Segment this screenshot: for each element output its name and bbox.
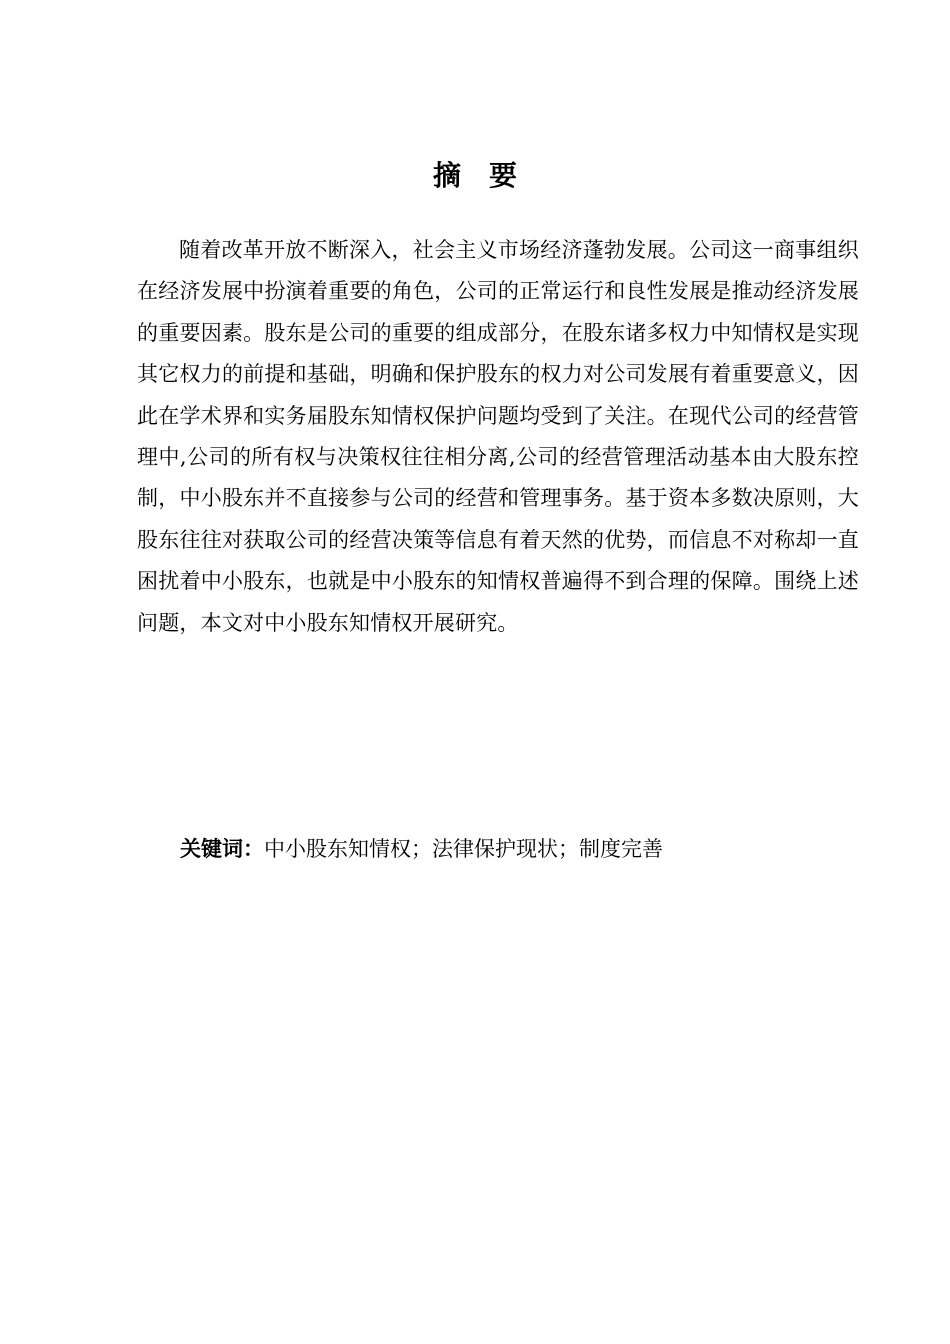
keywords-text: 中小股东知情权；法律保护现状；制度完善 xyxy=(264,837,663,861)
keywords-line xyxy=(180,829,860,869)
abstract-body: 随着改革开放不断深入，社会主义市场经济蓬勃发展。公司这一商事组织在经济发展中扮演着重要的角色，公司的正常运行和良性发展是推动经济发展的重要因素。股东是公司的重要的组成部分，在股东诸多权力中知情权是实现其它权力的前提和基础，明确和保护股东的权力对公司发展有着重要意义，因此在学术界和实务届股东知情权保护问题均受到了关注。在现代公司的经营管理中,公司的所有权与决策权往往相分离,公司的经营管理活动基本由大股东控制，中小股东并不直接参与公司的经营和管理事务。基于资本多数决原则，大股东往往对获取公司的经营决策等信息有着天然的优势，而信息不对称却一直困扰着中小股东，也就是中小股东的知情权普遍得不到合理的保障。围绕上述问题，本文对中小股东知情权开展研究。 xyxy=(137,238,859,635)
keywords-label: 关键词： xyxy=(180,837,264,861)
abstract-title: 摘要 xyxy=(432,159,545,192)
